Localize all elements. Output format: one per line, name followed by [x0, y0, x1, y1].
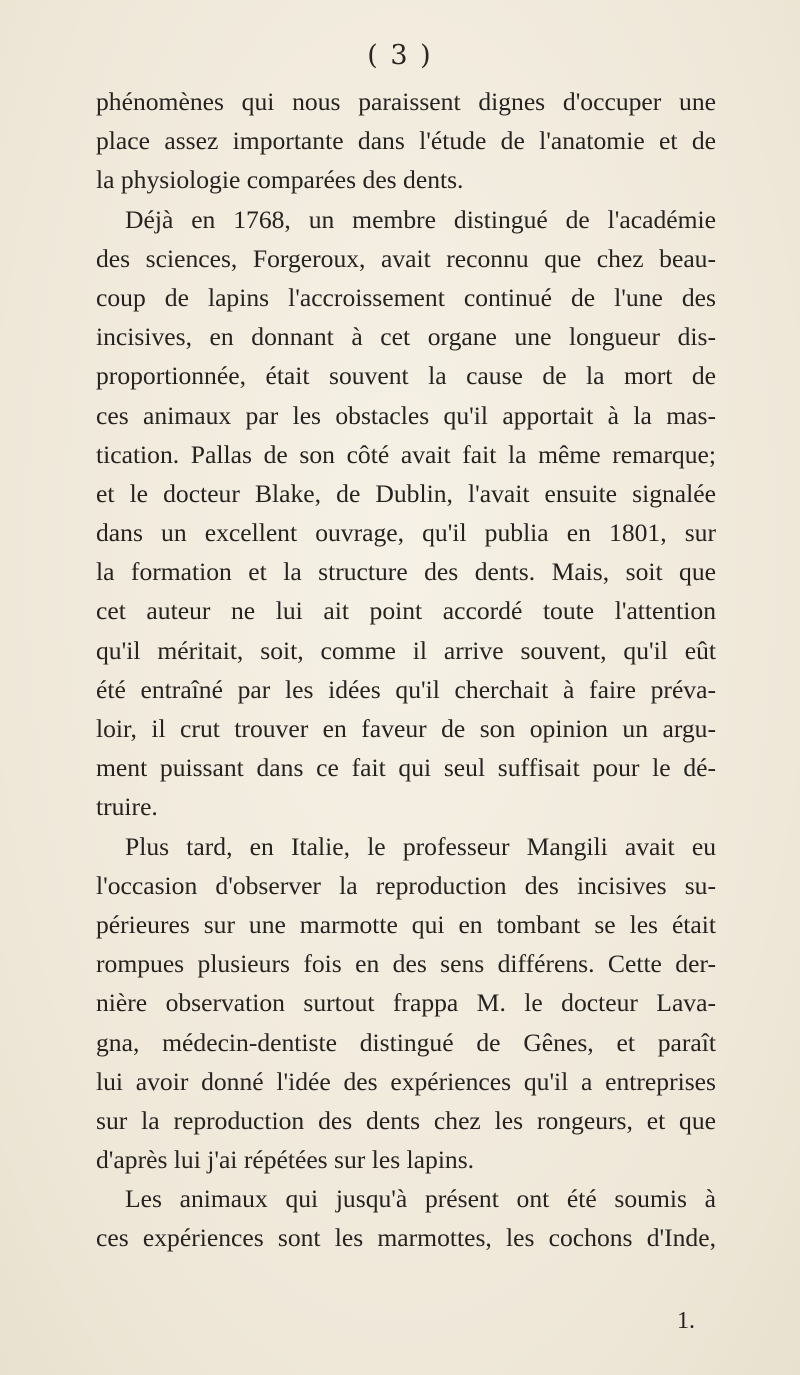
text-line: ces expériences sont les marmottes, les cochons d'Inde,	[96, 1223, 716, 1253]
text-line: place assez importante dans l'étude de l'anatomie et de	[96, 126, 716, 156]
text-line: sur la reproduction des dents chez les rongeurs, et que	[96, 1105, 716, 1135]
page-number: ( 3 )	[367, 40, 433, 71]
text-line: la physiologie comparées des dents.	[96, 165, 464, 195]
text-line: qu'il méritait, soit, comme il arrive souvent, qu'il eût	[96, 635, 716, 665]
text-line: l'occasion d'observer la reproduction des incisives su-	[96, 870, 716, 900]
text-line: nière observation surtout frappa M. le docteur Lava-	[96, 988, 716, 1018]
text-line: Déjà en 1768, un membre distingué de l'académie	[125, 204, 716, 234]
text-line: d'après lui j'ai répétées sur les lapins.	[96, 1145, 475, 1175]
text-line: truire.	[96, 792, 158, 822]
text-line: Plus tard, en Italie, le professeur Mangili avait eu	[125, 831, 716, 861]
text-line: proportionnée, était souvent la cause de la mort de	[96, 361, 716, 391]
text-line: dans un excellent ouvrage, qu'il publia en 1801, sur	[96, 518, 716, 548]
text-line: ces animaux par les obstacles qu'il apportait à la mas-	[96, 400, 716, 430]
text-line: tication. Pallas de son côté avait fait la même remarque;	[96, 439, 716, 469]
text-line: périeures sur une marmotte qui en tombant se les était	[96, 909, 716, 939]
text-line: gna, médecin-dentiste distingué de Gênes, et paraît	[96, 1027, 716, 1057]
text-line: été entraîné par les idées qu'il cherchait à faire préva-	[96, 674, 716, 704]
text-line: coup de lapins l'accroissement continué de l'une des	[96, 282, 716, 312]
signature-mark: 1.	[677, 1308, 695, 1334]
text-line: loir, il crut trouver en faveur de son opinion un argu-	[96, 714, 716, 743]
text-line: des sciences, Forgeroux, avait reconnu que chez beau-	[96, 243, 716, 273]
text-line: Les animaux qui jusqu'à présent ont été soumis à	[125, 1184, 716, 1214]
text-line: cet auteur ne lui ait point accordé toute l'attention	[96, 596, 716, 626]
text-line: rompues plusieurs fois en des sens différens. Cette der-	[96, 949, 716, 979]
text-line: incisives, en donnant à cet organe une longueur dis-	[96, 322, 716, 352]
text-line: ment puissant dans ce fait qui seul suffisait pour le dé-	[96, 753, 716, 783]
text-line: phénomènes qui nous paraissent dignes d'occuper une	[96, 87, 716, 116]
text-line: et le docteur Blake, de Dublin, l'avait ensuite signalée	[96, 478, 716, 508]
body-text	[96, 82, 716, 1258]
text-line: lui avoir donné l'idée des expériences qu'il a entreprises	[96, 1066, 716, 1096]
text-line: la formation et la structure des dents. Mais, soit que	[96, 557, 716, 587]
